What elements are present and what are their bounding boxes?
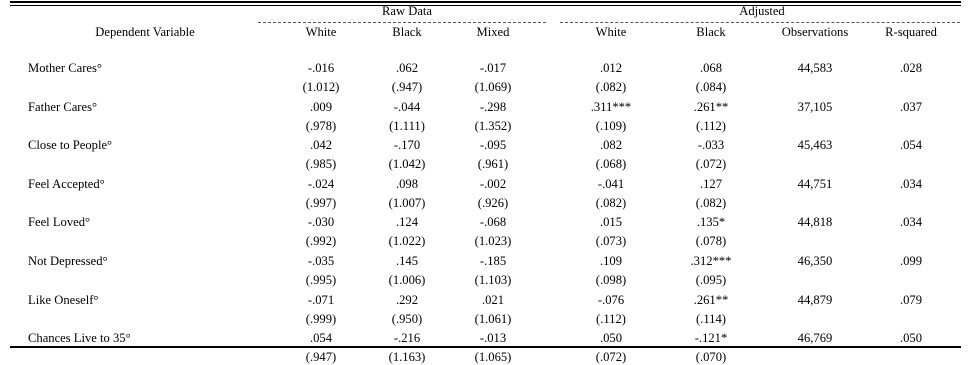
coef-raw-black: -.044 bbox=[393, 100, 421, 114]
stderr-raw-black: (1.042) bbox=[388, 157, 426, 171]
column-header-raw-white: White bbox=[305, 25, 337, 39]
coef-r-squared: .034 bbox=[899, 215, 923, 229]
row-label: Not Depressed° bbox=[28, 254, 108, 268]
column-header-raw-mixed: Mixed bbox=[476, 25, 510, 39]
coef-observations: 45,463 bbox=[797, 138, 833, 152]
raw-data-group-rule bbox=[258, 22, 546, 23]
stderr-raw-black: (.950) bbox=[391, 312, 423, 326]
coef-adj-white: .082 bbox=[599, 138, 623, 152]
coef-observations: 44,751 bbox=[797, 177, 833, 191]
stderr-adj-black: (.070) bbox=[695, 350, 727, 364]
stderr-raw-white: (.995) bbox=[305, 273, 337, 287]
table-top-rule bbox=[10, 1, 961, 3]
row-label: Feel Accepted° bbox=[28, 177, 105, 191]
coef-raw-mixed: -.068 bbox=[479, 215, 507, 229]
group-header-adjusted: Adjusted bbox=[739, 4, 785, 18]
table-bottom-rule bbox=[10, 346, 961, 348]
stderr-raw-white: (.992) bbox=[305, 234, 337, 248]
coef-raw-black: .098 bbox=[395, 177, 419, 191]
stderr-adj-white: (.082) bbox=[595, 80, 627, 94]
coef-adj-white: .012 bbox=[599, 61, 623, 75]
coef-adj-white: -.076 bbox=[597, 293, 625, 307]
coef-r-squared: .028 bbox=[899, 61, 923, 75]
stderr-adj-white: (.098) bbox=[595, 273, 627, 287]
coef-raw-mixed: -.095 bbox=[479, 138, 507, 152]
coef-raw-white: -.035 bbox=[307, 254, 335, 268]
stderr-raw-black: (1.111) bbox=[389, 119, 425, 133]
coef-r-squared: .037 bbox=[899, 100, 923, 114]
stderr-adj-white: (.073) bbox=[595, 234, 627, 248]
coef-adj-white: .015 bbox=[599, 215, 623, 229]
row-label: Mother Cares° bbox=[28, 61, 102, 75]
coef-adj-black: .312*** bbox=[690, 254, 732, 268]
stderr-adj-black: (.082) bbox=[695, 196, 727, 210]
coef-observations: 37,105 bbox=[797, 100, 833, 114]
coef-r-squared: .050 bbox=[899, 331, 923, 345]
row-label: Close to People° bbox=[28, 138, 113, 152]
coef-adj-black: -.033 bbox=[697, 138, 725, 152]
row-label: Like Oneself° bbox=[28, 293, 99, 307]
coef-adj-black: -.121* bbox=[694, 331, 728, 345]
row-label: Father Cares° bbox=[28, 100, 98, 114]
coef-observations: 46,350 bbox=[797, 254, 833, 268]
coef-r-squared: .054 bbox=[899, 138, 923, 152]
stderr-adj-white: (.072) bbox=[595, 350, 627, 364]
stderr-adj-white: (.109) bbox=[595, 119, 627, 133]
group-header-raw-data: Raw Data bbox=[381, 4, 433, 18]
coef-raw-black: .292 bbox=[395, 293, 419, 307]
coef-adj-black: .135* bbox=[696, 215, 726, 229]
column-header-adj-black: Black bbox=[696, 25, 726, 39]
stderr-raw-mixed: (1.061) bbox=[474, 312, 512, 326]
coef-r-squared: .034 bbox=[899, 177, 923, 191]
coef-observations: 44,818 bbox=[797, 215, 833, 229]
stderr-raw-black: (1.006) bbox=[388, 273, 426, 287]
coef-raw-black: .145 bbox=[395, 254, 419, 268]
stderr-adj-white: (.082) bbox=[595, 196, 627, 210]
coef-raw-mixed: -.185 bbox=[479, 254, 507, 268]
coef-adj-white: -.041 bbox=[597, 177, 625, 191]
stderr-adj-black: (.084) bbox=[695, 80, 727, 94]
coef-adj-white: .050 bbox=[599, 331, 623, 345]
stderr-adj-black: (.072) bbox=[695, 157, 727, 171]
stderr-raw-mixed: (1.352) bbox=[474, 119, 512, 133]
adjusted-group-rule bbox=[560, 22, 960, 23]
stderr-adj-black: (.114) bbox=[696, 312, 726, 326]
column-header-adj-white: White bbox=[595, 25, 627, 39]
stderr-raw-mixed: (1.103) bbox=[474, 273, 512, 287]
coef-adj-black: .127 bbox=[699, 177, 723, 191]
stderr-raw-black: (1.007) bbox=[388, 196, 426, 210]
coef-adj-white: .109 bbox=[599, 254, 623, 268]
coef-raw-white: .054 bbox=[309, 331, 333, 345]
column-header-observations: Observations bbox=[781, 25, 849, 39]
stderr-raw-white: (1.012) bbox=[302, 80, 340, 94]
coef-r-squared: .099 bbox=[899, 254, 923, 268]
coef-raw-mixed: -.002 bbox=[479, 177, 507, 191]
stderr-adj-black: (.078) bbox=[695, 234, 727, 248]
stderr-raw-mixed: (1.023) bbox=[474, 234, 512, 248]
coef-raw-mixed: -.013 bbox=[479, 331, 507, 345]
stderr-raw-mixed: (.961) bbox=[477, 157, 509, 171]
stderr-raw-black: (1.163) bbox=[388, 350, 426, 364]
stderr-raw-white: (.985) bbox=[305, 157, 337, 171]
stderr-raw-white: (.997) bbox=[305, 196, 337, 210]
coef-raw-black: -.170 bbox=[393, 138, 421, 152]
coef-raw-white: -.024 bbox=[307, 177, 335, 191]
row-label: Chances Live to 35° bbox=[28, 331, 131, 345]
coef-adj-black: .068 bbox=[699, 61, 723, 75]
stderr-adj-white: (.068) bbox=[595, 157, 627, 171]
coef-raw-mixed: .021 bbox=[481, 293, 505, 307]
stderr-raw-white: (.947) bbox=[305, 350, 337, 364]
table-top-rule-inner bbox=[10, 5, 961, 6]
stderr-raw-mixed: (1.069) bbox=[474, 80, 512, 94]
coef-raw-mixed: -.017 bbox=[479, 61, 507, 75]
coef-raw-white: .042 bbox=[309, 138, 333, 152]
coef-observations: 46,769 bbox=[797, 331, 833, 345]
stderr-raw-black: (.947) bbox=[391, 80, 423, 94]
coef-raw-mixed: -.298 bbox=[479, 100, 507, 114]
coef-raw-white: -.071 bbox=[307, 293, 335, 307]
coef-observations: 44,879 bbox=[797, 293, 833, 307]
coef-adj-black: .261** bbox=[693, 100, 729, 114]
header-dependent-variable: Dependent Variable bbox=[95, 25, 195, 39]
stderr-adj-white: (.112) bbox=[596, 312, 626, 326]
stderr-adj-black: (.095) bbox=[695, 273, 727, 287]
stderr-raw-mixed: (.926) bbox=[477, 196, 509, 210]
coef-adj-white: .311*** bbox=[590, 100, 632, 114]
coef-raw-white: -.030 bbox=[307, 215, 335, 229]
coef-raw-white: -.016 bbox=[307, 61, 335, 75]
coef-raw-white: .009 bbox=[309, 100, 333, 114]
coef-raw-black: -.216 bbox=[393, 331, 421, 345]
column-header-r-squared: R-squared bbox=[885, 25, 937, 39]
stderr-raw-mixed: (1.065) bbox=[474, 350, 512, 364]
stderr-raw-white: (.978) bbox=[305, 119, 337, 133]
coef-observations: 44,583 bbox=[797, 61, 833, 75]
coef-raw-black: .062 bbox=[395, 61, 419, 75]
coef-raw-black: .124 bbox=[395, 215, 419, 229]
stderr-raw-white: (.999) bbox=[305, 312, 337, 326]
coef-r-squared: .079 bbox=[899, 293, 923, 307]
column-header-raw-black: Black bbox=[392, 25, 422, 39]
coef-adj-black: .261** bbox=[693, 293, 729, 307]
stderr-adj-black: (.112) bbox=[696, 119, 726, 133]
stderr-raw-black: (1.022) bbox=[388, 234, 426, 248]
row-label: Feel Loved° bbox=[28, 215, 91, 229]
